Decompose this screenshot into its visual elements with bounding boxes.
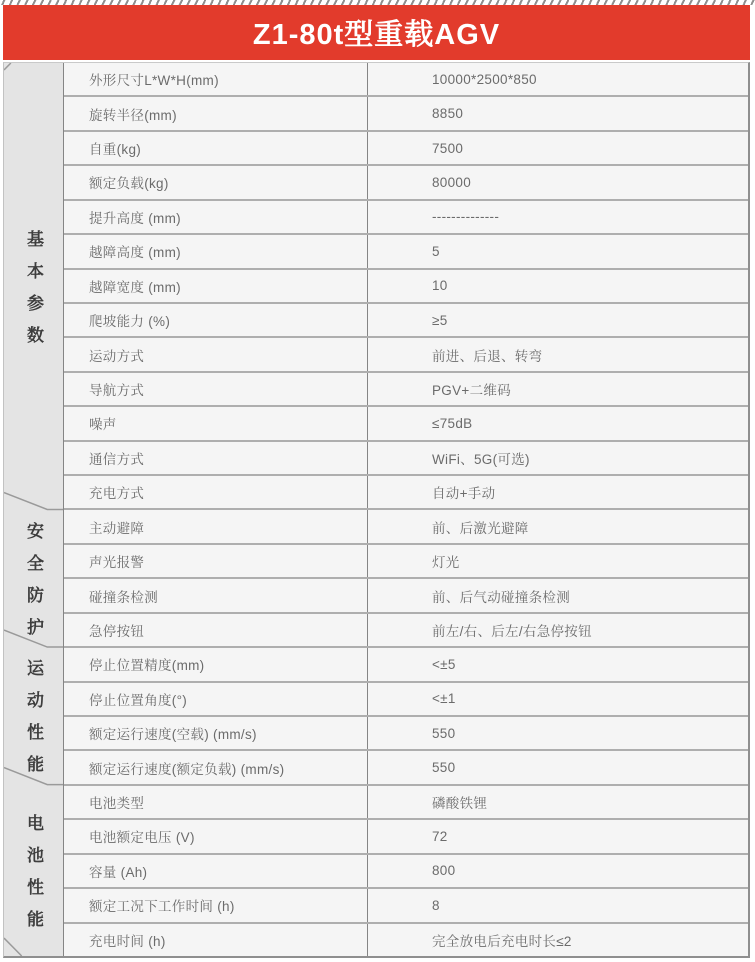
category-cell bbox=[4, 63, 63, 510]
row-value: 80000 bbox=[368, 166, 748, 198]
table-row bbox=[64, 440, 748, 474]
row-value: 550 bbox=[368, 717, 748, 749]
table-row bbox=[64, 336, 748, 370]
row-label: 额定运行速度(额定负载) (mm/s) bbox=[64, 751, 368, 783]
row-label: 充电方式 bbox=[64, 476, 368, 508]
row-value: ≥5 bbox=[368, 304, 748, 336]
row-value: 前进、后退、转弯 bbox=[368, 338, 748, 370]
row-label: 导航方式 bbox=[64, 373, 368, 405]
category-label: 电池性能 bbox=[24, 813, 43, 942]
row-value: 72 bbox=[368, 820, 748, 852]
row-label: 外形尺寸L*W*H(mm) bbox=[64, 63, 368, 95]
row-label: 急停按钮 bbox=[64, 614, 368, 646]
table-row bbox=[64, 577, 748, 611]
category-column bbox=[4, 63, 64, 956]
table-row bbox=[64, 749, 748, 783]
row-label: 旋转半径(mm) bbox=[64, 97, 368, 129]
table-row bbox=[64, 233, 748, 267]
row-label: 主动避障 bbox=[64, 510, 368, 542]
row-value: 550 bbox=[368, 751, 748, 783]
table-row bbox=[64, 612, 748, 646]
row-label: 停止位置精度(mm) bbox=[64, 648, 368, 680]
row-label: 越障宽度 (mm) bbox=[64, 270, 368, 302]
row-label: 停止位置角度(°) bbox=[64, 683, 368, 715]
table-row bbox=[64, 681, 748, 715]
table-row bbox=[64, 268, 748, 302]
category-label: 运动性能 bbox=[24, 659, 43, 788]
category-cell bbox=[4, 510, 63, 650]
spec-table bbox=[3, 62, 750, 958]
table-row bbox=[64, 543, 748, 577]
table-row bbox=[64, 302, 748, 336]
spec-rows bbox=[64, 63, 748, 956]
row-value: 8 bbox=[368, 889, 748, 921]
table-row bbox=[64, 199, 748, 233]
row-label: 爬坡能力 (%) bbox=[64, 304, 368, 336]
row-value: 完全放电后充电时长≤2 bbox=[368, 924, 748, 956]
row-value: <±5 bbox=[368, 648, 748, 680]
row-label: 充电时间 (h) bbox=[64, 924, 368, 956]
row-value: 800 bbox=[368, 855, 748, 887]
row-label: 电池额定电压 (V) bbox=[64, 820, 368, 852]
row-label: 声光报警 bbox=[64, 545, 368, 577]
table-row bbox=[64, 371, 748, 405]
row-value: 5 bbox=[368, 235, 748, 267]
row-value: 自动+手动 bbox=[368, 476, 748, 508]
category-cell bbox=[4, 784, 63, 956]
row-value: ≤75dB bbox=[368, 407, 748, 439]
row-value: 磷酸铁锂 bbox=[368, 786, 748, 818]
row-label: 噪声 bbox=[64, 407, 368, 439]
table-row bbox=[64, 508, 748, 542]
row-label: 额定负载(kg) bbox=[64, 166, 368, 198]
category-label: 安全防护 bbox=[24, 521, 43, 650]
table-row bbox=[64, 405, 748, 439]
row-value: WiFi、5G(可选) bbox=[368, 442, 748, 474]
row-value: <±1 bbox=[368, 683, 748, 715]
row-label: 自重(kg) bbox=[64, 132, 368, 164]
title-bar bbox=[3, 5, 750, 60]
page-title: Z1-80t型重载AGV bbox=[252, 19, 501, 51]
table-row bbox=[64, 646, 748, 680]
row-value: 8850 bbox=[368, 97, 748, 129]
row-value: 7500 bbox=[368, 132, 748, 164]
category-label: 基本参数 bbox=[24, 229, 43, 358]
category-cell bbox=[4, 647, 63, 788]
row-value: 10 bbox=[368, 270, 748, 302]
row-label: 通信方式 bbox=[64, 442, 368, 474]
table-row bbox=[64, 853, 748, 887]
row-value: 10000*2500*850 bbox=[368, 63, 748, 95]
row-value: -------------- bbox=[368, 201, 748, 233]
table-row bbox=[64, 887, 748, 921]
table-row bbox=[64, 818, 748, 852]
row-label: 运动方式 bbox=[64, 338, 368, 370]
row-value: 前、后激光避障 bbox=[368, 510, 748, 542]
row-label: 碰撞条检测 bbox=[64, 579, 368, 611]
table-row bbox=[64, 474, 748, 508]
row-label: 额定工况下工作时间 (h) bbox=[64, 889, 368, 921]
table-row bbox=[64, 63, 748, 95]
table-row bbox=[64, 715, 748, 749]
row-label: 越障高度 (mm) bbox=[64, 235, 368, 267]
row-value: 前、后气动碰撞条检测 bbox=[368, 579, 748, 611]
row-value: 前左/右、后左/右急停按钮 bbox=[368, 614, 748, 646]
row-value: 灯光 bbox=[368, 545, 748, 577]
row-value: PGV+二维码 bbox=[368, 373, 748, 405]
table-row bbox=[64, 784, 748, 818]
row-label: 容量 (Ah) bbox=[64, 855, 368, 887]
table-row bbox=[64, 95, 748, 129]
row-label: 电池类型 bbox=[64, 786, 368, 818]
table-row bbox=[64, 164, 748, 198]
row-label: 提升高度 (mm) bbox=[64, 201, 368, 233]
table-row bbox=[64, 922, 748, 956]
table-row bbox=[64, 130, 748, 164]
row-label: 额定运行速度(空载) (mm/s) bbox=[64, 717, 368, 749]
